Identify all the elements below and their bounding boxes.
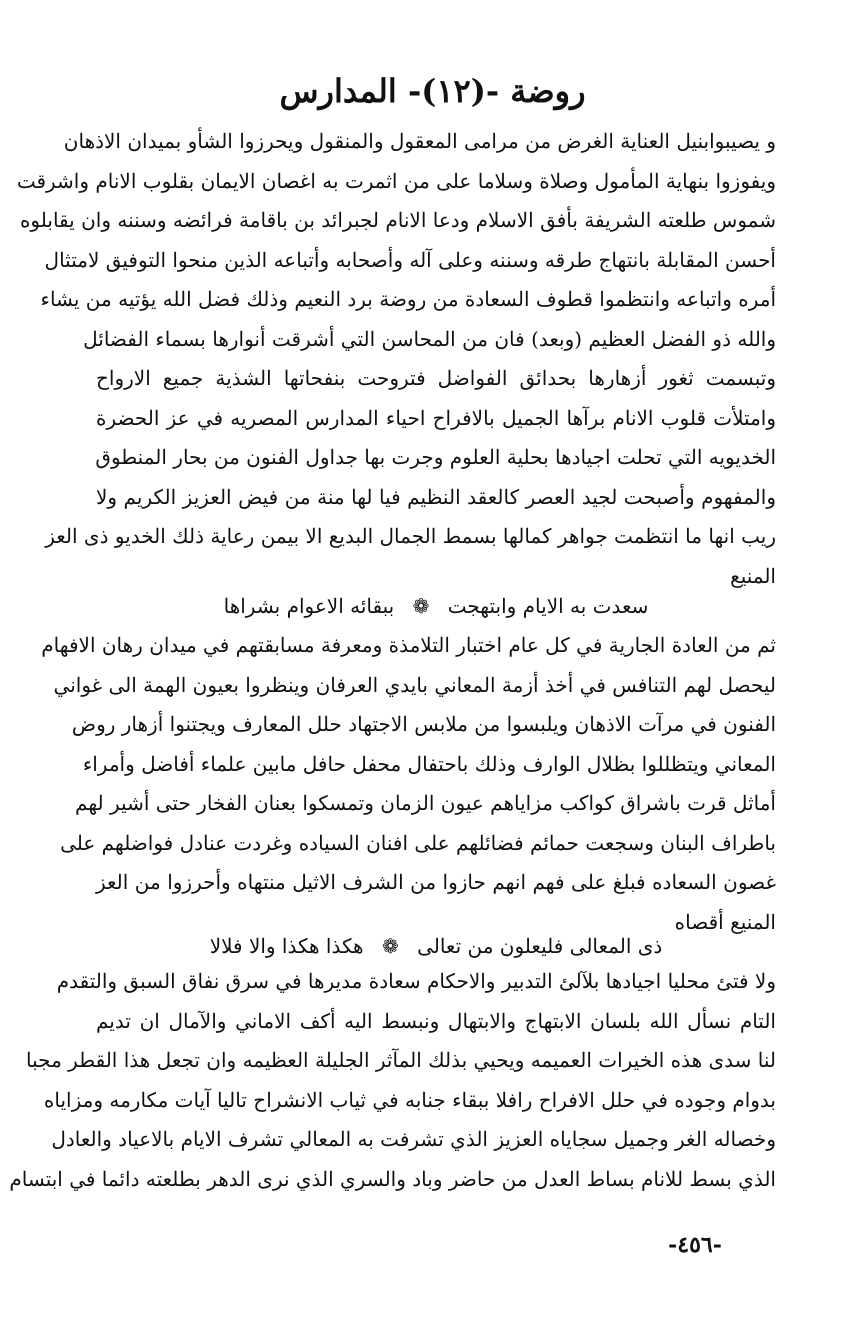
text-line: ويفوزوا بنهاية المأمول وصلاة وسلاما على من اثمرت به اغصان الايمان بقلوب الانام واشرقت [16,168,776,193]
text-line: أحسن المقابلة بانتهاج طرقه وسننه وعلى آله وأصحابه وأتباعه الذين منحوا التوفيق لامتثال [44,247,776,272]
paragraph-exams [41,626,776,942]
text-line: أماثل قرت باشراق كواكب مزاياهم عيون الزمان وتمسكوا بعنان الفخار حتى أشير لهم [75,791,776,815]
page-number: -٤٥٦- [668,1232,722,1258]
text-line: أمره واتباعه وانتظموا قطوف السعادة من روضة برد النعيم وذلك فضل الله يؤتيه من يشاء [40,287,776,311]
text-line: وخصاله الغر وجميل سجاياه العزيز الذي تشرفت به المعالي تشرف الايام بالاعياد والعادل [51,1127,776,1151]
paragraph-intro [16,122,776,596]
verse-line-1 [96,588,776,624]
verse-1-left-hemistich: ببقائه الاعوام بشراها [223,594,395,618]
page-header-title: روضة -(١٢)- المدارس [279,72,586,110]
verse-separator-icon: ❁ [381,934,399,958]
text-line: بدوام وجوده في حلل الافراح رافلا ببقاء جنابه في ثياب الانشراح تاليا آيات مكارمه ومزاياه [43,1087,776,1112]
text-line: المنيع [730,563,776,588]
text-line: شموس طلعته الشريفة بأفق الاسلام ودعا الانام لجبرائد بن باقامة فرائضه وسننه وان يقابلوه [19,208,776,232]
text-line: والله ذو الفضل العظيم (وبعد) فان من المحاسن التي أشرقت أنوارها بسماء الفضائل [83,326,776,351]
verse-2-right-hemistich: ذى المعالى فليعلون من تعالى [417,934,663,958]
text-line: الفنون في مرآت الاذهان ويلبسوا من ملابس الاجتهاد حلل المعارف ويجتنوا أزهار روض [71,712,776,736]
text-line: المعاني ويتظللوا بظلال الوارف وذلك باحتفال محفل حافل مابين علماء أفاضل وأمراء [82,751,776,776]
text-line: المنيع أقصاه [674,909,776,934]
text-line: التام نسأل الله بلسان الابتهاج والابتهال ونبسط اليه أكف الاماني والآمال ان تديم [96,1008,776,1033]
text-line: لنا سدى هذه الخيرات العميمه ويحيي بذلك المآثر الجليلة العظيمه وان تجعل هذا القطر مجبا [26,1048,776,1072]
paragraph-prayer [9,962,776,1199]
text-line: ريب انها ما انتظمت جواهر كمالها بسمط الجمال البديع الا بيمن رعاية ذلك الخديو ذى العز [45,524,776,548]
text-line: ولا فتئ محليا اجيادها بلآلئ التدبير والاحكام سعادة مديرها في سرق نفاق السبق والتقدم [56,969,776,993]
text-line: وامتلأت قلوب الانام برآها الجميل بالافراح احياء المدارس المصريه في عز الحضرة [96,405,776,430]
text-line: باطراف البنان وسجعت حمائم فضائلهم على افنان السياده وغردت عنادل فواضلهم على [60,830,776,855]
verse-line-2 [96,928,776,964]
text-line: و يصيبوابنيل العناية الغرض من مرامى المعقول والمنقول ويحرزوا الشأو بميدان الاذهان [63,129,776,153]
text-line: وتبسمت ثغور أزهارها بحدائق الفواضل فتروحت بنفحاتها الشذية جميع الارواح [96,366,776,390]
text-line: غصون السعاده فبلغ على فهم انهم حازوا من الشرف الاثيل منتهاه وأحرزوا من العز [96,870,776,894]
text-line: الخديويه التي تحلت اجيادها بحلية العلوم وجرت بها جداول الفنون من بحار المنطوق [95,445,776,469]
text-line: ليحصل لهم التنافس في أخذ أزمة المعاني بايدي العرفان وينظروا بعيون الهمة الى غواني [53,672,776,697]
verse-separator-icon: ❁ [412,594,430,618]
text-line: الذي بسط للانام بساط العدل من حاضر وباد والسري الذي نرى الدهر بطلعته دائما في ابتسام [9,1166,776,1191]
verse-2-left-hemistich: هكذا هكذا والا فلالا [209,934,364,958]
verse-1-right-hemistich: سعدت به الايام وابتهجت [447,594,649,618]
text-line: ثم من العادة الجارية في كل عام اختبار التلامذة ومعرفة مسابقتهم في ميدان رهان الافهام [41,633,776,657]
text-line: والمفهوم وأصبحت لجيد العصر كالعقد النظيم فيا لها منة من فيض العزيز الكريم ولا [96,484,776,509]
